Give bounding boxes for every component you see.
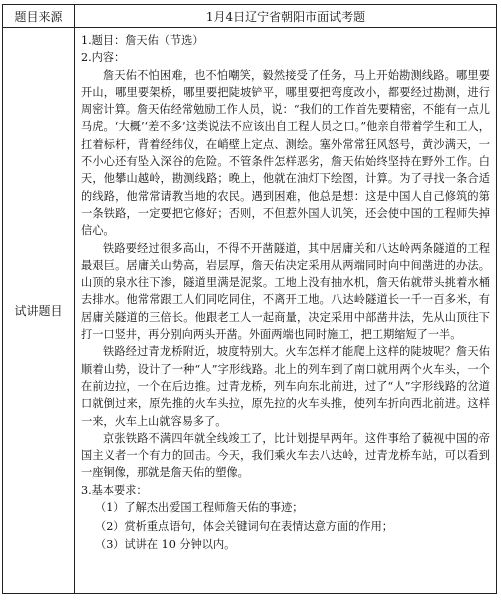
paragraph-1: 詹天佑不怕困难，也不怕嘲笑，毅然接受了任务，马上开始勘测线路。哪里要开山，哪里要架桥，哪里要把陡坡铲平，哪里要把弯度改小，都要经过勘测，进行周密计算。詹天佑经常勉励工作人员，说：“我们的工作首先要精密，不能有一点儿马虎。‘大概’‘差不多’这类说法不应该出自工程人员之口。”他亲自带着学生和工人，扛着标杆，背着经纬仪，在峭壁上定点、测绘。塞外常常狂风怒号，黄沙满天，一不小心还有坠入深谷的危险。不管条件怎样恶劣，詹天佑始终坚持在野外工作。白天，他攀山越岭，勘测线路；晚上，他就在油灯下绘图，计算。为了寻找一条合适的线路，他常常请教当地的农民。遇到困难，他总是想：这是中国人自己修筑的第一条铁路，一定要把它修好；否则，不但惹外国人讥笑，还会使中国的工程师失掉信心。 <box>81 68 490 238</box>
header-row <box>3 5 497 28</box>
content-row <box>3 28 497 594</box>
source-label: 题目来源 <box>3 5 75 28</box>
source-value: 1月4日辽宁省朝阳市面试考题 <box>75 5 497 28</box>
requirement-item: （1）了解杰出爱国工程师詹天佑的事迹； <box>95 501 304 515</box>
paragraph-3: 铁路经过青龙桥附近，坡度特别大。火车怎样才能爬上这样的陡坡呢？詹天佑顺着山势，设计了一种“人”字形线路。北上的列车到了南口就用两个火车头，一个在前边拉，一个在后边推。过青龙桥，列车向东北前进，过了“人”字形线路的岔道口就倒过来，原先推的火车头拉，原先拉的火车头推，使列车折向西北前进。这样一来，火车上山就容易多了。 <box>81 345 490 428</box>
requirement-item: （2）赏析重点语句，体会关键词句在表情达意方面的作用； <box>95 519 393 533</box>
content-heading: 2.内容： <box>81 51 126 65</box>
lesson-title: 1.题目：詹天佑（节选） <box>81 34 204 47</box>
paragraph-2: 铁路要经过很多高山，不得不开凿隧道，其中居庸关和八达岭两条隧道的工程最艰巨。居庸关山势高，岩层厚，詹天佑决定采用从两端同时向中间凿进的办法。山顶的泉水往下渗，隧道里满是泥浆。工地上没有抽水机，詹天佑就带头挑着水桶去排水。他常常跟工人们同吃同住，不离开工地。八达岭隧道长一千一百多米，有居庸关隧道的三倍长。他跟老工人一起商量，决定采用中部凿井法，先从山顶往下打一口竖井，再分别向两头开凿。外面两端也同时施工，把工期缩短了一半。 <box>81 241 490 342</box>
topic-label: 试讲题目 <box>3 28 75 594</box>
requirement-item: （3）试讲在 10 分钟以内。 <box>95 538 236 552</box>
content-cell <box>75 28 497 594</box>
question-table <box>2 4 497 594</box>
paragraph-4: 京张铁路不满四年就全线竣工了，比计划提早两年。这件事给了藐视中国的帝国主义者一个有力的回击。今天，我们乘火车去八达岭，过青龙桥车站，可以看到一座铜像，那就是詹天佑的塑像。 <box>81 431 490 480</box>
requirements-heading: 3.基本要求： <box>81 483 148 497</box>
